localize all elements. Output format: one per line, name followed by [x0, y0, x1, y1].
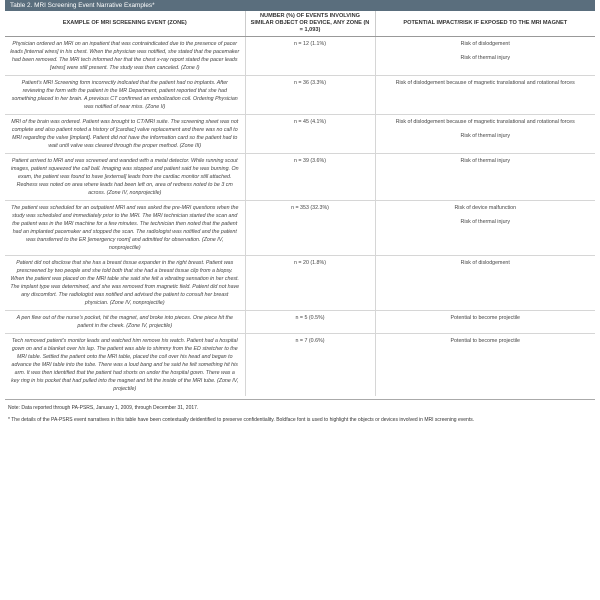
event-description: A pen flew out of the nurse's pocket, hit the magnet, and broke into pieces. One piece hit the patient in the cheek. (Zone IV, projectile) — [5, 311, 245, 334]
table-row — [5, 201, 595, 256]
mri-events-table — [5, 11, 595, 396]
event-count: n = 353 (32.3%) — [245, 201, 375, 256]
impact-cell — [375, 115, 595, 154]
table-row — [5, 334, 595, 397]
table-row — [5, 256, 595, 311]
table-row — [5, 154, 595, 201]
footnote-text: * The details of the PA-PSRS event narratives in this table have been contextually deidentified to preserve confidentiality. Boldface font is used to highlight the objects or devices involved in MRI screening events. — [8, 417, 475, 423]
event-count: n = 7 (0.6%) — [245, 334, 375, 397]
event-description: Tech removed patient's monitor leads and watched him remove his watch. Patient had a hospital gown on and a blanket over his lap. The patient was able to shimmy from the ED stretcher to the MRI table. Settled the patient onto the MRI table, placed the coil over his head and began to advance the MRI table into the tube. There was a loud bang and he said he felt something hit his arm. It was then identified that the patient had shorts on under the hospital gown. There was a key ring in his pocket that had pulled into the magnet and hit the inside of the MRI tube. (Zone IV, projectile) — [5, 334, 245, 397]
event-count: n = 36 (3.3%) — [245, 76, 375, 115]
header-number: NUMBER (%) OF EVENTS INVOLVING SIMILAR OBJECT OR DEVICE, ANY ZONE (N = 1,093) — [245, 11, 375, 37]
impact-item: Potential to become projectile — [450, 315, 520, 321]
impact-cell — [375, 334, 595, 397]
impact-item: Risk of thermal injury — [460, 133, 510, 139]
event-count: n = 39 (3.6%) — [245, 154, 375, 201]
table-notes — [5, 404, 595, 424]
event-description: Patient's MRI Screening form incorrectly indicated that the patient had no implants. After reviewing the form with the patient in the MR Department, patient reported that she had something placed in her brain. A previous CT confirmed an embolization coil. Ordering Physician was notified of near miss. (Zone II) — [5, 76, 245, 115]
event-description: Patient arrived to MRI and was screened and wanded with a metal detector. While running scout images, patient squeezed the call ball. Imaging was stopped and patient said he was burning. On exam, the patient was found to have [external] leads from the cardiac monitor still attached. Redness was noted on area where leads had been left on, area of redness noted to be 3 cm across. (Zone IV, nonprojectile) — [5, 154, 245, 201]
event-description: Physician ordered an MRI on an inpatient that was contraindicated due to the presence of pacer leads [internal wires] in his chest. When the physician was notified, she stated that the pacemaker had been removed. The MRI tech informed her that the chest x-ray report stated the pacer leads [wires] were still present. The study was then canceled. (Zone I) — [5, 37, 245, 76]
event-description: MRI of the brain was ordered. Patient was brought to CT/MRI suite. The screening sheet was not complete and also patient noted a history of [cardiac] valve replacement and there was no call to MRI regarding the valve [implant]. Patient did not have the information card so the patient had to wait until valve was cleared through the proper method. (Zone III) — [5, 115, 245, 154]
event-count: n = 12 (1.1%) — [245, 37, 375, 76]
table-row — [5, 76, 595, 115]
impact-item: Risk of dislodgement — [460, 260, 510, 266]
event-description: Patient did not disclose that she has a breast tissue expander in the right breast. Patient was prescreened by two people and she told both that she had a breast tissue clip from a biopsy. When the patient was placed on the MRI table she said she felt a vibrating sensation in her chest. The implant type was determined, and she was removed from magnetic field. Patient did not have any discomfort. The radiologist was notified and advised the patient to consult her breast physician. (Zone IV, nonprojectile) — [5, 256, 245, 311]
event-count: n = 5 (0.5%) — [245, 311, 375, 334]
event-description: The patient was scheduled for an outpatient MRI and was asked the pre-MRI questions when the study was scheduled and immediately prior to the MRI. The MRI technician started the scan and the patient was in the MRI machine for a few minutes. The technician then noted that the patient had an implanted pacemaker and stopped the scan. The radiologist was notified and the patient was transferred to the ER [emergency room] and admitted for observation. (Zone IV, nonprojectile) — [5, 201, 245, 256]
impact-cell — [375, 311, 595, 334]
impact-item: Risk of dislodgement — [460, 41, 510, 47]
header-event: EXAMPLE OF MRI SCREENING EVENT (ZONE) — [5, 11, 245, 37]
table-row — [5, 37, 595, 76]
note-text: Note: Data reported through PA-PSRS, January 1, 2009, through December 31, 2017. — [8, 405, 199, 411]
table-header-row — [5, 11, 595, 37]
impact-item: Risk of device malfunction — [454, 205, 517, 211]
divider — [5, 399, 595, 400]
impact-item: Potential to become projectile — [450, 338, 520, 344]
impact-cell — [375, 256, 595, 311]
impact-item: Risk of thermal injury — [460, 55, 510, 61]
impact-item: Risk of thermal injury — [460, 158, 510, 164]
impact-cell — [375, 154, 595, 201]
impact-cell — [375, 76, 595, 115]
impact-cell — [375, 201, 595, 256]
impact-item: Risk of thermal injury — [460, 219, 510, 225]
table-caption: Table 2. MRI Screening Event Narrative Examples* — [5, 0, 595, 11]
table-row — [5, 311, 595, 334]
event-count: n = 45 (4.1%) — [245, 115, 375, 154]
event-count: n = 20 (1.8%) — [245, 256, 375, 311]
impact-cell — [375, 37, 595, 76]
table-row — [5, 115, 595, 154]
impact-item: Risk of dislodgement because of magnetic translational and rotational forces — [395, 119, 575, 125]
impact-item: Risk of dislodgement because of magnetic translational and rotational forces — [395, 80, 575, 86]
table-container — [5, 0, 595, 424]
header-impact: POTENTIAL IMPACT/RISK IF EXPOSED TO THE MRI MAGNET — [375, 11, 595, 37]
